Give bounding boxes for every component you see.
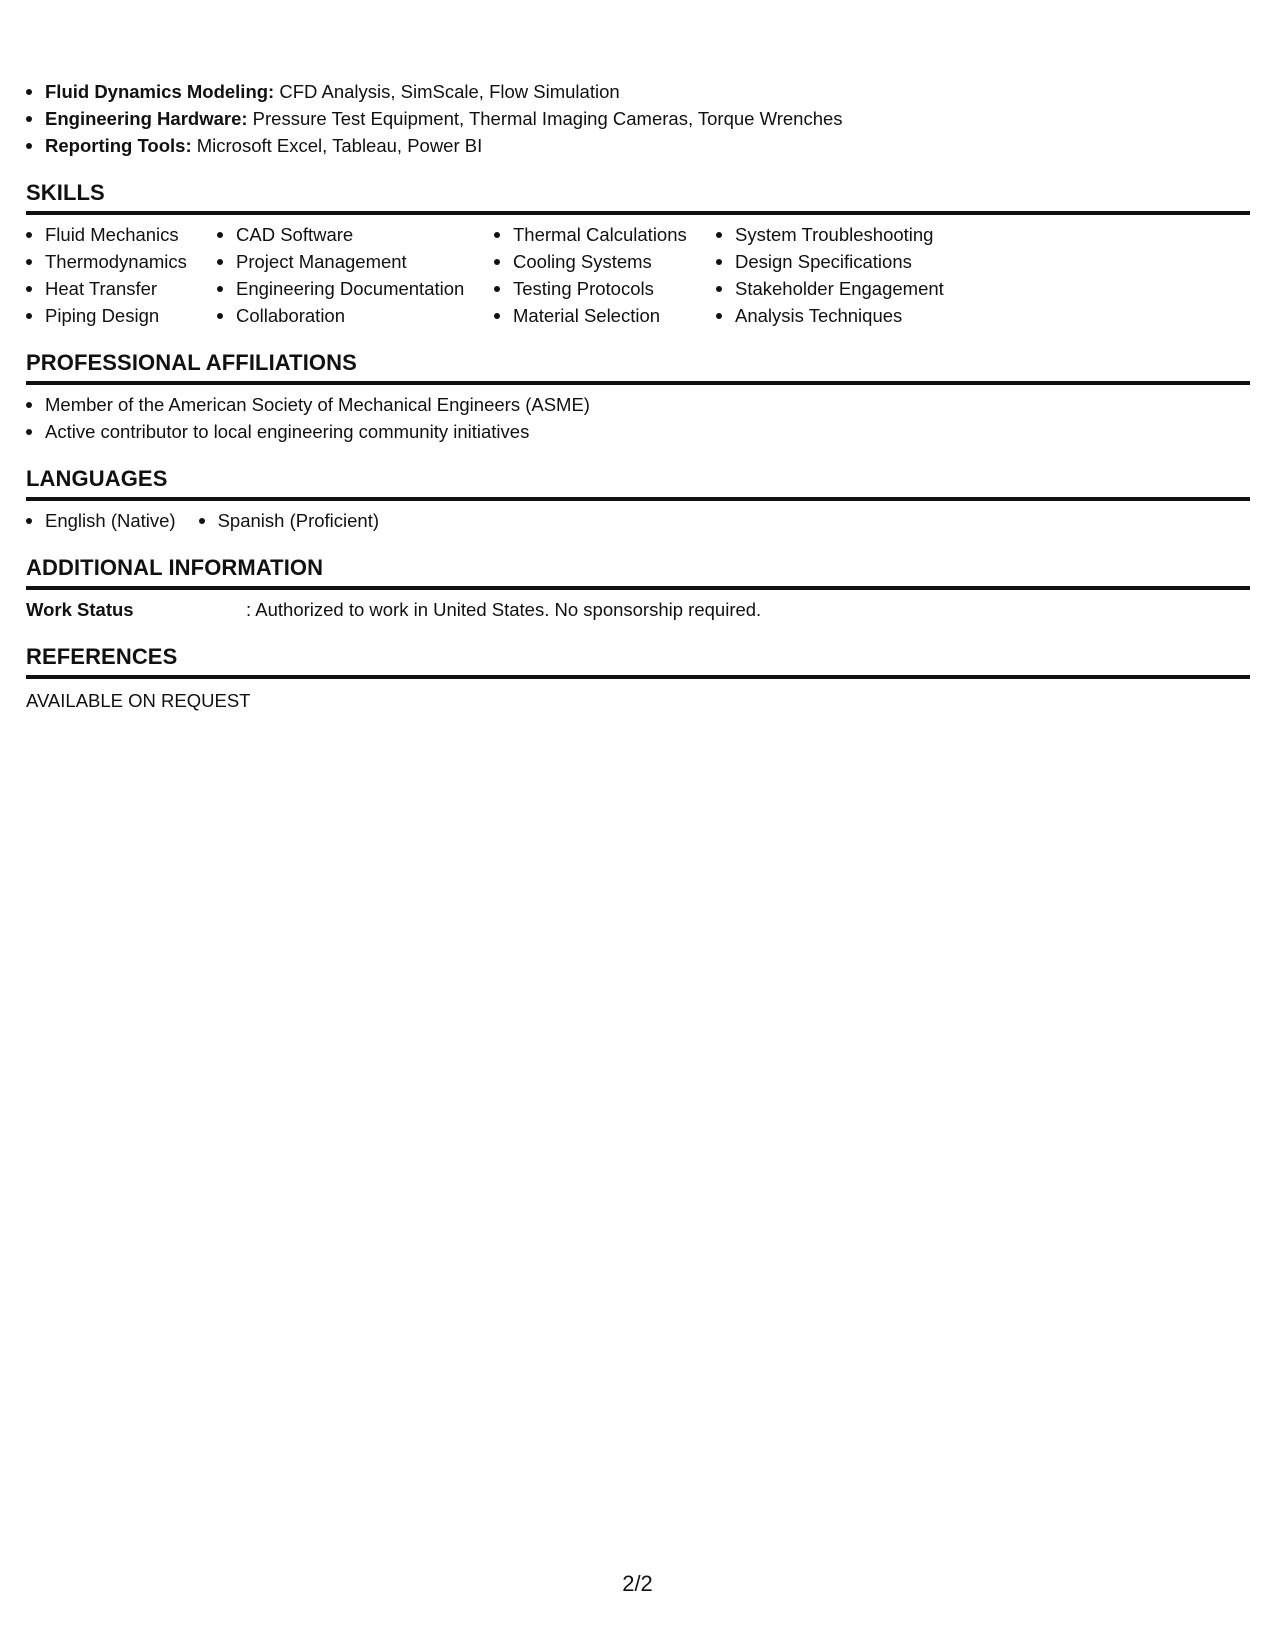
references-heading: REFERENCES — [26, 643, 1250, 679]
skill-item: Testing Protocols — [494, 275, 716, 302]
skills-column — [217, 221, 494, 329]
skill-item: CAD Software — [217, 221, 494, 248]
list-item — [26, 78, 1250, 105]
skill-item: Analysis Techniques — [716, 302, 976, 329]
tech-value: CFD Analysis, SimScale, Flow Simulation — [274, 81, 620, 102]
skills-column — [494, 221, 716, 329]
languages-heading: LANGUAGES — [26, 465, 1250, 501]
skill-item: Collaboration — [217, 302, 494, 329]
skill-item: Fluid Mechanics — [26, 221, 217, 248]
work-status-value: : Authorized to work in United States. No sponsorship required. — [246, 599, 762, 620]
affiliations-list — [26, 391, 1250, 445]
additional-info-heading: ADDITIONAL INFORMATION — [26, 554, 1250, 590]
affiliations-heading: PROFESSIONAL AFFILIATIONS — [26, 349, 1250, 385]
list-item — [26, 132, 1250, 159]
language-item: English (Native) — [26, 507, 176, 534]
skills-column — [26, 221, 217, 329]
skill-item: Piping Design — [26, 302, 217, 329]
work-status-label: Work Status — [26, 599, 134, 620]
language-item: Spanish (Proficient) — [199, 507, 379, 534]
tech-label: Reporting Tools: — [45, 135, 192, 156]
tech-value: Pressure Test Equipment, Thermal Imaging Cameras, Torque Wrenches — [247, 108, 843, 129]
references-text: AVAILABLE ON REQUEST — [26, 690, 251, 711]
skill-item: Heat Transfer — [26, 275, 217, 302]
skills-heading: SKILLS — [26, 179, 1250, 215]
language-group — [26, 507, 199, 534]
page-number: 2/2 — [622, 1571, 653, 1596]
tech-value: Microsoft Excel, Tableau, Power BI — [191, 135, 483, 156]
skill-item: Thermal Calculations — [494, 221, 716, 248]
skills-grid — [26, 221, 1250, 329]
affiliation-item: Active contributor to local engineering community initiatives — [26, 418, 1250, 445]
skill-item: Stakeholder Engagement — [716, 275, 976, 302]
skills-column — [716, 221, 976, 329]
tech-label: Engineering Hardware: — [45, 108, 248, 129]
language-group — [199, 507, 402, 534]
technical-skills-list — [26, 78, 1250, 159]
resume-page — [26, 78, 1250, 714]
skill-item: Engineering Documentation — [217, 275, 494, 302]
affiliation-item: Member of the American Society of Mechanical Engineers (ASME) — [26, 391, 1250, 418]
skill-item: Design Specifications — [716, 248, 976, 275]
skill-item: Project Management — [217, 248, 494, 275]
skill-item: System Troubleshooting — [716, 221, 976, 248]
tech-label: Fluid Dynamics Modeling: — [45, 81, 275, 102]
languages-list — [26, 507, 1250, 534]
work-status-row — [26, 596, 1250, 623]
skill-item: Cooling Systems — [494, 248, 716, 275]
list-item — [26, 105, 1250, 132]
skill-item: Material Selection — [494, 302, 716, 329]
skill-item: Thermodynamics — [26, 248, 217, 275]
